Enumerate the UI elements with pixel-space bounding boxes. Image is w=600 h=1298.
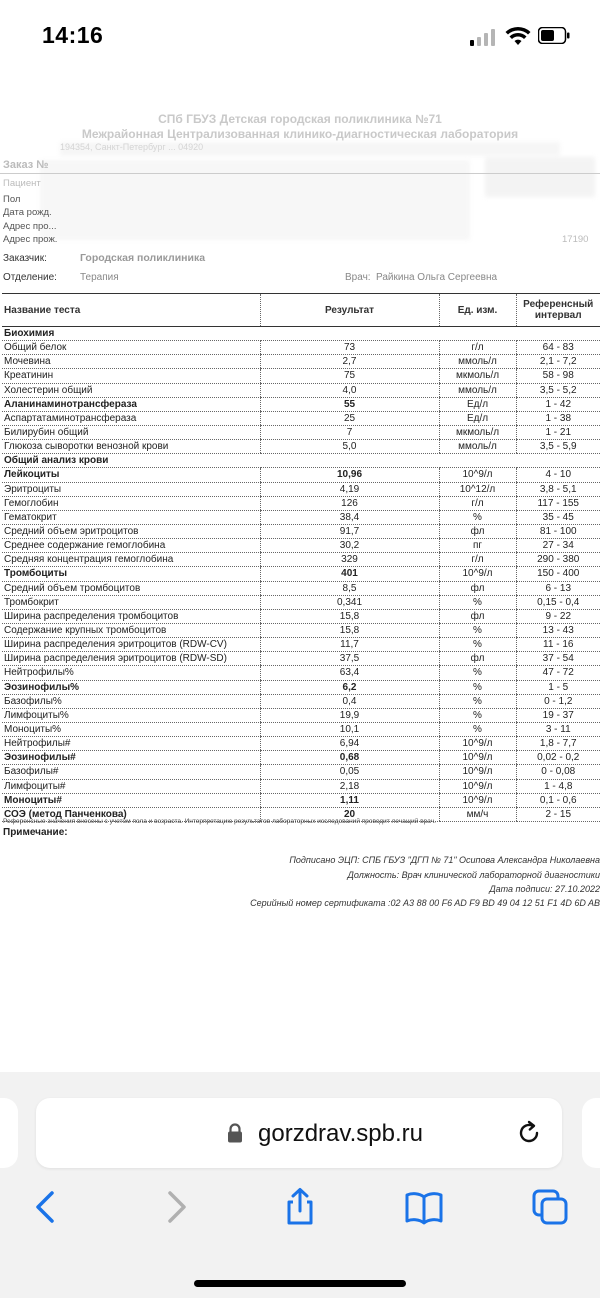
doctor-value: Райкина Ольга Сергеевна — [376, 272, 498, 283]
table-row: Среднее содержание гемоглобина 30,2 пг 27 - 34 — [2, 539, 600, 553]
browser-toolbar — [0, 1072, 600, 1298]
department-label: Отделение: — [3, 272, 57, 283]
patient-label: Пациент — [3, 178, 41, 189]
table-row: Эозинофилы% 6,2 % 1 - 5 — [2, 680, 600, 694]
signature-date: Дата подписи: 27.10.2022 — [489, 884, 600, 894]
table-row: Эозинофилы# 0,68 10^9/л 0,02 - 0,2 — [2, 751, 600, 765]
share-icon[interactable] — [280, 1187, 320, 1227]
table-row: Общий белок 73 г/л 64 - 83 — [2, 341, 600, 355]
table-row: Гематокрит 38,4 % 35 - 45 — [2, 510, 600, 524]
table-row: Лейкоциты 10,96 10^9/л 4 - 10 — [2, 468, 600, 482]
signature-position: Должность: Врач клинической лабораторной диагностики — [347, 870, 600, 880]
col-header-unit: Ед. изм. — [439, 294, 516, 327]
lab-header-line2: Межрайонная Централизованная клинико-диагностическая лаборатория — [81, 127, 519, 141]
doctor-label: Врач: — [345, 272, 371, 283]
table-row: Тромбоциты 401 10^9/л 150 - 400 — [2, 567, 600, 581]
battery-icon — [538, 27, 570, 44]
table-row: Нейтрофилы# 6,94 10^9/л 1,8 - 7,7 — [2, 737, 600, 751]
table-row: Средний объем тромбоцитов 8,5 фл 6 - 13 — [2, 581, 600, 595]
address2-label: Адрес прож. — [3, 234, 58, 245]
table-row: Глюкоза сыворотки венозной крови 5,0 ммоль/л 3,5 - 5,9 — [2, 440, 600, 454]
customer-value: Городская поликлиника — [80, 252, 206, 264]
col-header-ref: Референсный интервал — [516, 294, 600, 327]
clock: 14:16 — [42, 22, 104, 48]
table-row: Нейтрофилы% 63,4 % 47 - 72 — [2, 666, 600, 680]
table-row: Ширина распределения тромбоцитов 15,8 фл 9 - 22 — [2, 609, 600, 623]
table-row: Эритроциты 4,19 10^12/л 3,8 - 5,1 — [2, 482, 600, 496]
table-section-row: Биохимия — [2, 327, 600, 341]
table-row: Гемоглобин 126 г/л 117 - 155 — [2, 496, 600, 510]
address-bar[interactable] — [36, 1098, 562, 1168]
address1-label: Адрес про... — [3, 221, 57, 232]
reference-footnote: Референсные значения внесены с учетом пола и возраста. Интерпретацию результатов лабораторных исследований проводит лечащий врач. — [3, 818, 436, 825]
lab-address-line: 194354, Санкт-Петербург ... 04920 — [60, 142, 204, 152]
table-section-row: Общий анализ крови — [2, 454, 600, 468]
department-value: Терапия — [80, 272, 119, 283]
col-header-name: Название теста — [2, 294, 260, 327]
previous-tab-edge[interactable] — [0, 1098, 18, 1168]
back-icon[interactable] — [26, 1187, 66, 1227]
table-row: Аланинаминотрансфераза 55 Ед/л 1 - 42 — [2, 397, 600, 411]
table-row: Лимфоциты% 19,9 % 19 - 37 — [2, 708, 600, 722]
wifi-icon — [505, 26, 531, 46]
lab-report-document — [0, 72, 600, 1072]
table-row: СОЭ (метод Панченкова) 20 мм/ч 2 - 15 — [2, 807, 600, 821]
table-row: Аспартатаминотрансфераза 25 Ед/л 1 - 38 — [2, 411, 600, 425]
table-row: Базофилы# 0,05 10^9/л 0 - 0,08 — [2, 765, 600, 779]
status-bar — [0, 0, 600, 72]
table-row: Моноциты# 1,11 10^9/л 0,1 - 0,6 — [2, 793, 600, 807]
table-row: Мочевина 2,7 ммоль/л 2,1 - 7,2 — [2, 355, 600, 369]
table-row: Ширина распределения эритроцитов (RDW-SD) 37,5 фл 37 - 54 — [2, 652, 600, 666]
signature-line: Подписано ЭЦП: СПБ ГБУЗ "ДГП № 71" Осипова Александра Николаевна — [289, 855, 600, 865]
address-tail: 17190 — [562, 234, 589, 245]
cellular-signal-icon — [470, 28, 498, 46]
home-indicator — [194, 1280, 406, 1287]
table-row: Тромбокрит 0,341 % 0,15 - 0,4 — [2, 595, 600, 609]
table-row: Средняя концентрация гемоглобина 329 г/л 290 - 380 — [2, 553, 600, 567]
table-header-row — [2, 294, 600, 327]
table-row: Креатинин 75 мкмоль/л 58 - 98 — [2, 369, 600, 383]
dob-label: Дата рожд. — [3, 207, 52, 218]
table-row: Лимфоциты# 2,18 10^9/л 1 - 4,8 — [2, 779, 600, 793]
table-row: Холестерин общий 4,0 ммоль/л 3,5 - 5,2 — [2, 383, 600, 397]
forward-icon[interactable] — [156, 1187, 196, 1227]
customer-label: Заказчик: — [3, 253, 47, 264]
sex-label: Пол — [3, 194, 21, 205]
lock-icon — [226, 1123, 244, 1143]
bookmarks-icon[interactable] — [404, 1187, 444, 1227]
table-row: Ширина распределения эритроцитов (RDW-CV) 11,7 % 11 - 16 — [2, 638, 600, 652]
lab-header-line1: СПб ГБУЗ Детская городская поликлиника №71 — [158, 112, 442, 126]
tabs-icon[interactable] — [530, 1187, 570, 1227]
remark-label: Примечание: — [3, 827, 68, 838]
next-tab-edge[interactable] — [582, 1098, 600, 1168]
order-label: Заказ № — [3, 159, 49, 171]
table-row: Билирубин общий 7 мкмоль/л 1 - 21 — [2, 425, 600, 439]
table-row: Базофилы% 0,4 % 0 - 1,2 — [2, 694, 600, 708]
results-table — [2, 293, 600, 822]
table-row: Моноциты% 10,1 % 3 - 11 — [2, 722, 600, 736]
table-row: Средний объем эритроцитов 91,7 фл 81 - 100 — [2, 524, 600, 538]
reload-icon[interactable] — [514, 1118, 544, 1148]
table-row: Содержание крупных тромбоцитов 15,8 % 13 - 43 — [2, 623, 600, 637]
certificate-serial: Серийный номер сертификата :02 A3 88 00 F6 AD F9 BD 49 04 12 51 F1 4D 6D AB — [250, 898, 600, 908]
col-header-result: Результат — [260, 294, 439, 327]
url-text[interactable]: gorzdrav.spb.ru — [258, 1120, 423, 1147]
